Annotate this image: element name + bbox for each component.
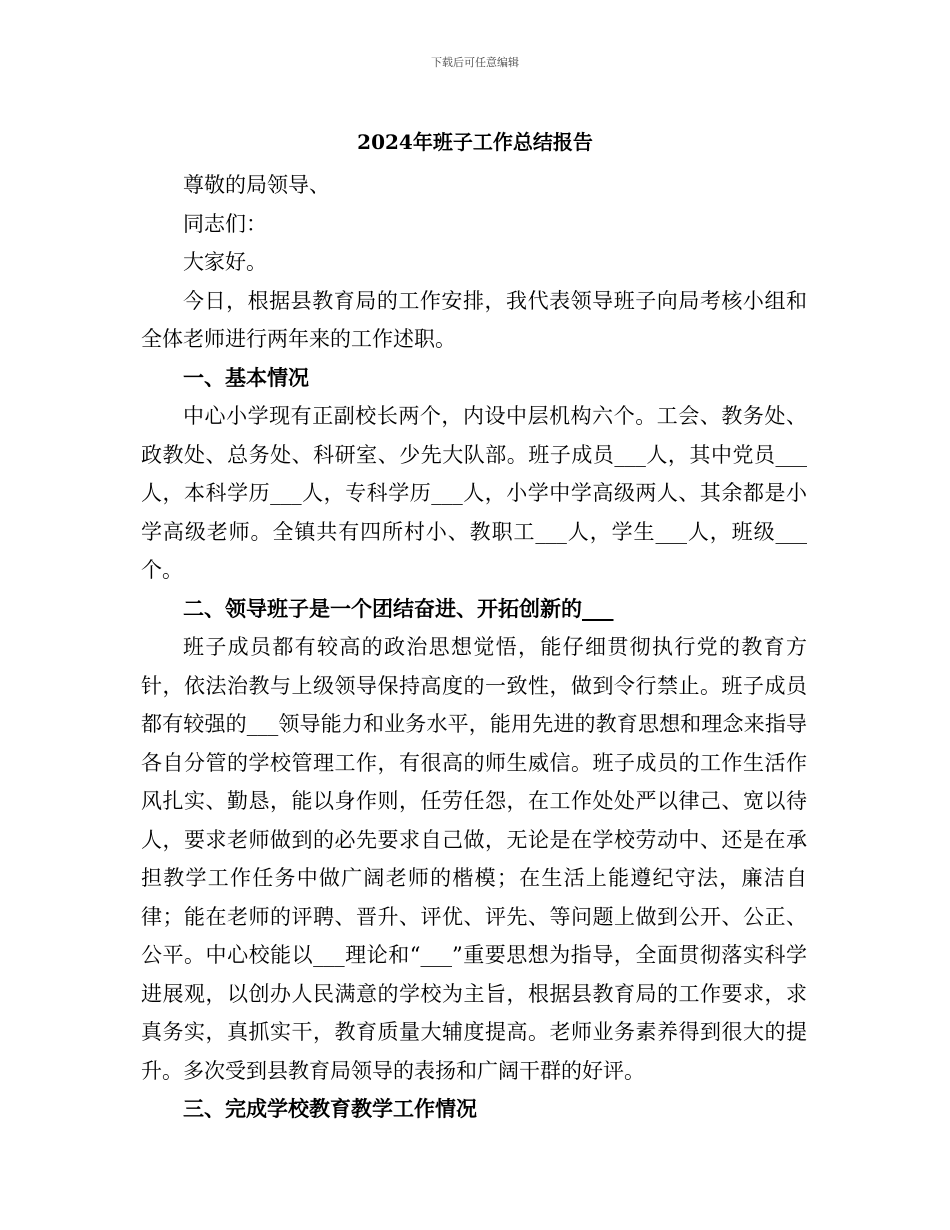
document-title: 2024年班子工作总结报告 bbox=[357, 130, 593, 154]
salutation-line-1: 尊敬的局领导、 bbox=[183, 173, 330, 197]
header-note: 下载后可任意编辑 bbox=[431, 56, 519, 69]
section-2-heading: 二、领导班子是一个团结奋进、开拓创新的___ bbox=[183, 595, 614, 621]
section-3-heading: 三、完成学校教育教学工作情况 bbox=[183, 1096, 477, 1121]
document-body bbox=[141, 166, 807, 1129]
salutation-line-2: 同志们： bbox=[183, 211, 267, 236]
section-1-heading: 一、基本情况 bbox=[183, 364, 309, 390]
greeting: 大家好。 bbox=[183, 250, 267, 274]
section-2-paragraph: 班子成员都有较高的政治思想觉悟，能仔细贯彻执行党的教育方针，依法治教与上级领导保持高度的一致性，做到令行禁止。班子成员都有较强的___领导能力和业务水平，能用先进的教育思想和理念来指导各自分管的学校管理工作，有很高的师生威信。班子成员的工作生活作风扎实、勤恳，能以身作则，任劳任怨，在工作处处严以律己、宽以待人，要求老师做到的必先要求自己做，无论是在学校劳动中、还是在承担教学工作任务中做广阔老师的楷模；在生活上能遵纪守法，廉洁自律；能在老师的评聘、晋升、评优、评先、等问题上做到公开、公正、公平。中心校能以___理论和“___”重要思想为指导，全面贯彻落实科学进展观，以创办人民满意的学校为主旨，根据县教育局的工作要求，求真务实，真抓实干，教育质量大辅度提高。老师业务素养得到很大的提升。多次受到县教育局领导的表扬和广阔干群的好评。 bbox=[141, 635, 807, 1083]
section-1-paragraph: 中心小学现有正副校长两个，内设中层机构六个。工会、教务处、政教处、总务处、科研室、少先大队部。班子成员___人，其中党员___人，本科学历___人，专科学历___人，小学中学高级两人、其余都是小学高级老师。全镇共有四所村小、教职工___人，学生___人，班级___个。 bbox=[141, 404, 807, 582]
intro-paragraph: 今日，根据县教育局的工作安排，我代表领导班子向局考核小组和全体老师进行两年来的工作述职。 bbox=[141, 288, 807, 351]
